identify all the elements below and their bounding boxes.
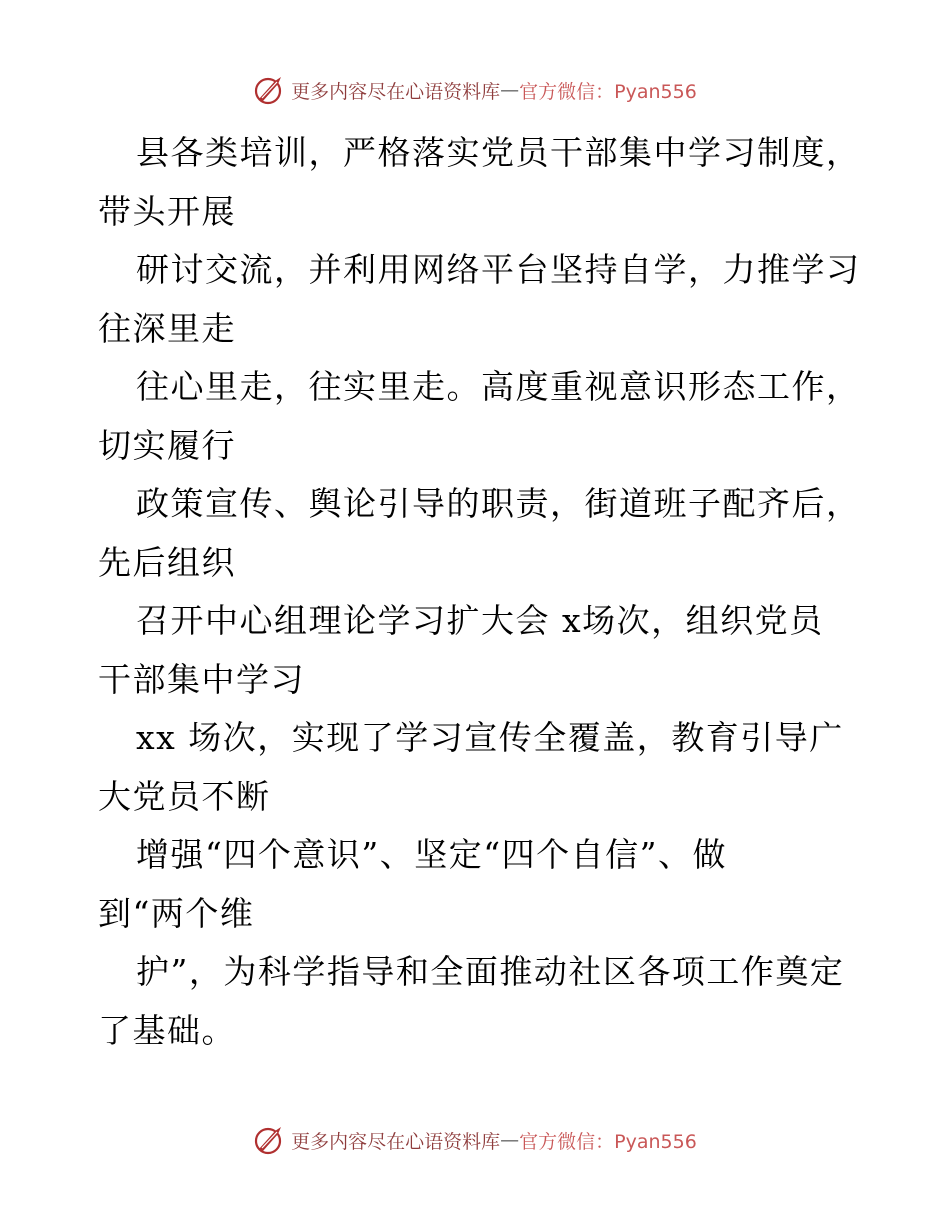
document-body	[98, 124, 861, 1060]
banner-main-text: 更多内容尽在心语资料库	[291, 1130, 501, 1153]
text-line: 召开中心组理论学习扩大会 x场次，组织党员	[136, 601, 824, 640]
text-line: 政策宣传、舆论引导的职责，街道班子配齐后，	[136, 484, 861, 523]
text-line: 干部集中学习	[98, 659, 305, 699]
banner-wechat-text: 官方微信：Pyan556	[519, 1130, 697, 1153]
banner-separator: —	[500, 79, 520, 101]
quill-pen-icon	[253, 1123, 287, 1157]
text-line: 增强“四个意识”、坚定“四个自信”、做	[136, 835, 727, 874]
text-line: 切实履行	[98, 425, 236, 465]
text-line: 到“两个维	[98, 893, 255, 933]
text-line: 了基础。	[98, 1010, 236, 1050]
text-line: 往深里走	[98, 308, 236, 348]
banner-separator: —	[500, 1129, 520, 1151]
text-line: 大党员不断	[98, 776, 271, 816]
quill-pen-icon	[253, 73, 287, 107]
text-line: 研讨交流，并利用网络平台坚持自学，力推学习	[136, 250, 861, 289]
text-line: 往心里走，往实里走。高度重视意识形态工作，	[136, 367, 861, 406]
text-line: 县各类培训，严格落实党员干部集中学习制度，	[136, 133, 861, 172]
header-watermark-banner	[0, 70, 950, 110]
text-line: 带头开展	[98, 191, 236, 231]
text-line: 先后组织	[98, 542, 236, 582]
banner-main-text: 更多内容尽在心语资料库	[291, 80, 501, 103]
banner-wechat-text: 官方微信：Pyan556	[519, 80, 697, 103]
text-line: 护”，为科学指导和全面推动社区各项工作奠定	[136, 952, 845, 991]
footer-watermark-banner	[0, 1120, 950, 1160]
text-line: xx 场次，实现了学习宣传全覆盖，教育引导广	[136, 718, 844, 757]
